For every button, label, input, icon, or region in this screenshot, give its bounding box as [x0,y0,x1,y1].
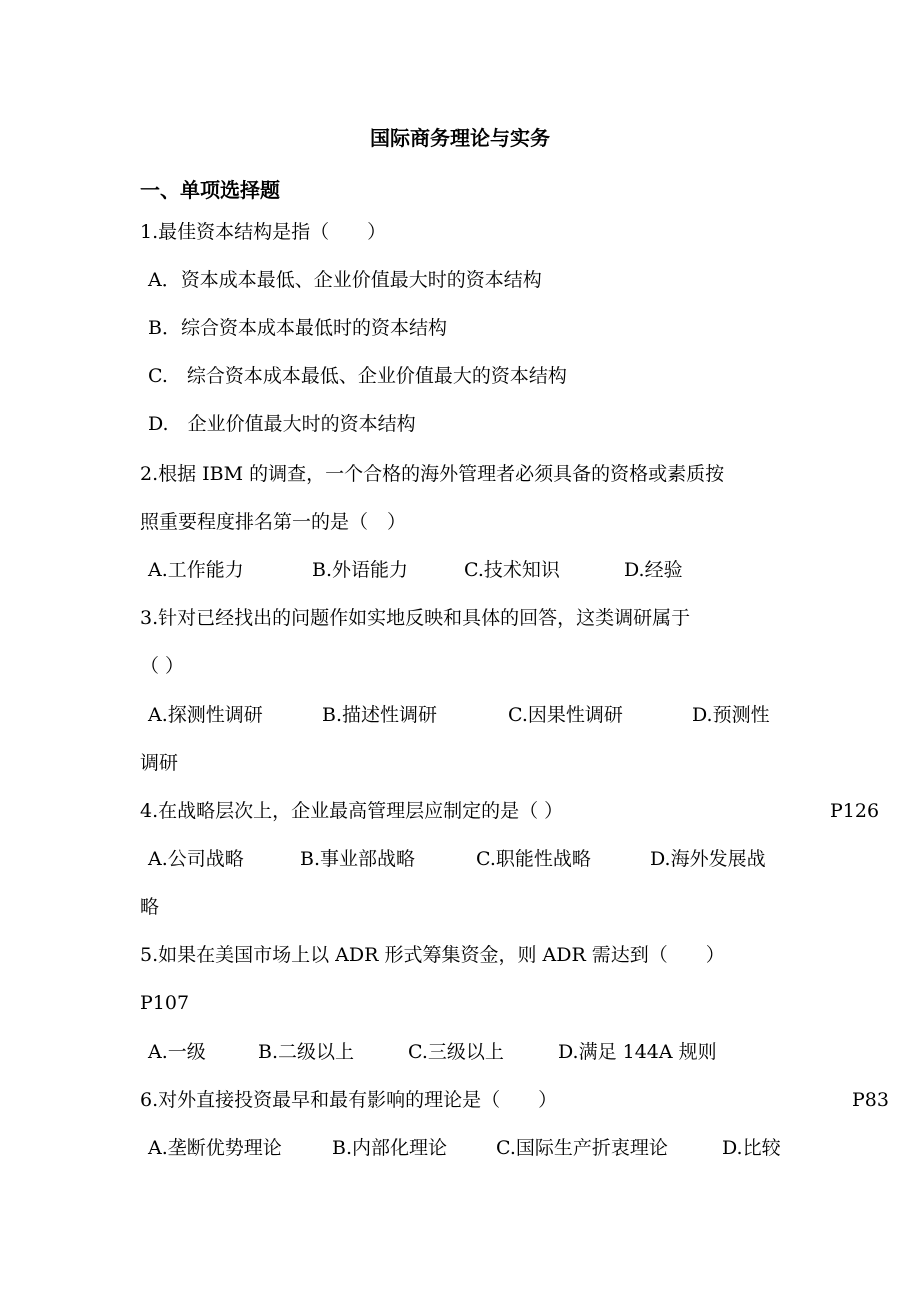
question-1-stem: 1.最佳资本结构是指（ ） [140,221,387,243]
question-4-option-d-wrap: 略 [140,896,160,918]
document-title: 国际商务理论与实务 [370,126,550,150]
question-2-option-d: D.经验 [624,559,683,581]
question-4-option-c: C.职能性战略 [476,848,591,870]
question-3-option-d-wrap: 调研 [140,752,179,774]
question-5-option-d: D.满足 144A 规则 [558,1041,717,1063]
question-4-option-a: A.公司战略 [148,848,244,870]
question-3-option-c: C.因果性调研 [508,704,623,726]
question-1-option-b: B．综合资本成本最低时的资本结构 [148,317,447,339]
question-3-option-a: A.探测性调研 [148,704,263,726]
question-1-option-a: A．资本成本最低、企业价值最大时的资本结构 [148,269,542,291]
question-5-option-b: B.二级以上 [258,1041,355,1063]
question-5-page-ref: P107 [140,992,190,1014]
question-5-stem: 5.如果在美国市场上以 ADR 形式筹集资金，则 ADR 需达到（ ） [140,944,725,966]
question-5-option-a: A.一级 [148,1041,206,1063]
question-6-option-d: D.比较 [722,1137,781,1159]
question-6-option-c: C.国际生产折衷理论 [496,1137,668,1159]
question-5-option-c: C.三级以上 [408,1041,504,1063]
question-6-stem: 6.对外直接投资最早和最有影响的理论是（ ） [140,1089,558,1111]
question-3-stem-line2: （ ） [140,655,185,677]
question-4-stem: 4.在战略层次上，企业最高管理层应制定的是（ ） [140,800,564,822]
question-4-option-b: B.事业部战略 [300,848,416,870]
question-3-option-d: D.预测性 [692,704,770,726]
question-3-stem-line1: 3.针对已经找出的问题作如实地反映和具体的回答，这类调研属于 [140,607,691,629]
question-1-option-d: D. 企业价值最大时的资本结构 [148,413,416,435]
question-2-option-b: B.外语能力 [312,559,409,581]
question-6-page-ref: P83 [852,1089,889,1111]
section-heading: 一、单项选择题 [140,178,280,202]
question-2-option-a: A.工作能力 [148,559,244,581]
question-4-page-ref: P126 [830,800,880,822]
question-6-option-a: A.垄断优势理论 [148,1137,282,1159]
question-6-option-b: B.内部化理论 [332,1137,448,1159]
question-3-option-b: B.描述性调研 [322,704,438,726]
question-4-option-d: D.海外发展战 [650,848,766,870]
question-2-option-c: C.技术知识 [464,559,560,581]
question-2-stem-line1: 2.根据 IBM 的调查，一个合格的海外管理者必须具备的资格或素质按 [140,463,725,485]
question-1-option-c: C. 综合资本成本最低、企业价值最大的资本结构 [148,365,567,387]
question-2-stem-line2: 照重要程度排名第一的是（ ） [140,511,407,533]
